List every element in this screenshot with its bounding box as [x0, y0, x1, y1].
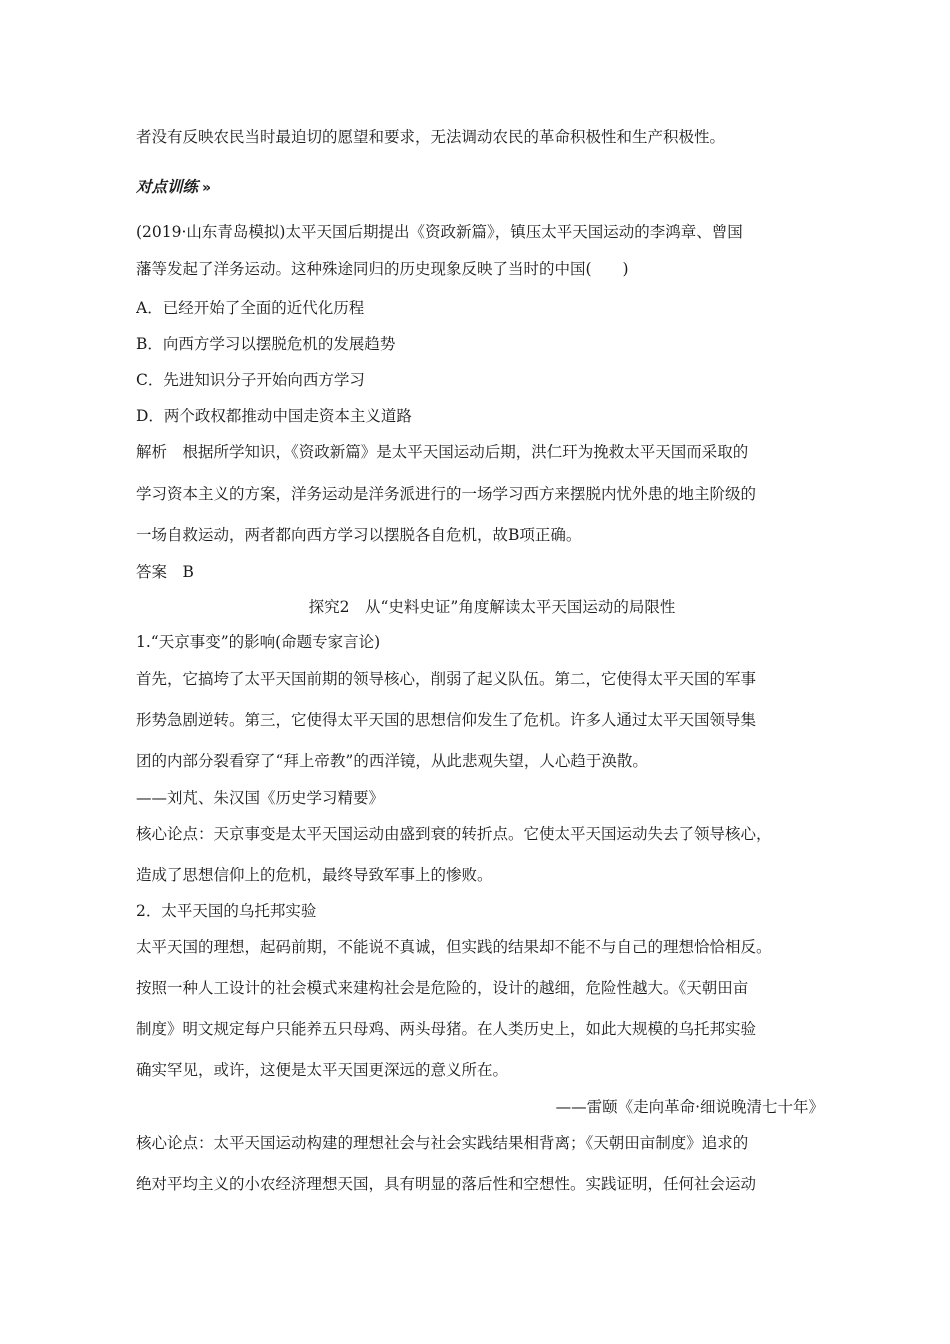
item1-body-line-3: 团的内部分裂看穿了“拜上帝教”的西洋镜，从此悲观失望，人心趋于涣散。	[136, 752, 648, 770]
practice-heading	[136, 176, 208, 199]
item2-heading: 2．太平天国的乌托邦实验	[136, 902, 317, 920]
answer-line: 答案 B	[136, 563, 194, 581]
item2-core-line-2: 绝对平均主义的小农经济理想天国，具有明显的落后性和空想性。实践证明，任何社会运动	[136, 1175, 757, 1193]
option-a: A．已经开始了全面的近代化历程	[136, 299, 365, 317]
item1-body-line-1: 首先，它搞垮了太平天国前期的领导核心，削弱了起义队伍。第二，它使得太平天国的军事	[136, 670, 757, 688]
analysis-line-3: 一场自救运动，两者都向西方学习以摆脱各自危机，故B项正确。	[136, 526, 582, 544]
item1-core-line-2: 造成了思想信仰上的危机，最终导致军事上的惨败。	[136, 866, 493, 884]
question-line-2: 藩等发起了洋务运动。这种殊途同归的历史现象反映了当时的中国( )	[136, 260, 629, 278]
item1-heading: 1.“天京事变”的影响(命题专家言论)	[136, 633, 381, 651]
option-b: B．向西方学习以摆脱危机的发展趋势	[136, 335, 396, 353]
intro-line: 者没有反映农民当时最迫切的愿望和要求，无法调动农民的革命积极性和生产积极性。	[136, 128, 726, 146]
option-d: D．两个政权都推动中国走资本主义道路	[136, 407, 412, 425]
item2-body-line-2: 按照一种人工设计的社会模式来建构社会是危险的，设计的越细，危险性越大。《天朝田亩	[136, 979, 749, 997]
question-line-1: (2019·山东青岛模拟)太平天国后期提出《资政新篇》，镇压太平天国运动的李鸿章、曾国	[136, 223, 743, 241]
item1-source: ——刘芃、朱汉国《历史学习精要》	[136, 789, 385, 807]
item2-body-line-1: 太平天国的理想，起码前期，不能说不真诚，但实践的结果却不能不与自己的理想恰恰相反。	[136, 938, 772, 956]
item2-source: ——雷颐《走向革命·细说晚清七十年》	[555, 1098, 824, 1116]
item2-body-line-4: 确实罕见，或许，这便是太平天国更深远的意义所在。	[136, 1061, 509, 1079]
item1-core-line-1: 核心论点：天京事变是太平天国运动由盛到衰的转折点。它使太平天国运动失去了领导核心，	[136, 825, 772, 843]
practice-heading-text: 对点训练	[136, 178, 199, 196]
item2-body-line-3: 制度》明文规定每户只能养五只母鸡、两头母猪。在人类历史上，如此大规模的乌托邦实验	[136, 1020, 757, 1038]
item2-core-line-1: 核心论点：太平天国运动构建的理想社会与社会实践结果相背离；《天朝田亩制度》追求的	[136, 1134, 749, 1152]
inquiry-title: 探究2 从“史料史证”角度解读太平天国运动的局限性	[308, 598, 676, 616]
analysis-line-2: 学习资本主义的方案，洋务运动是洋务派进行的一场学习西方来摆脱内忧外患的地主阶级的	[136, 485, 757, 503]
option-c: C．先进知识分子开始向西方学习	[136, 371, 365, 389]
analysis-line-1: 解析 根据所学知识，《资政新篇》是太平天国运动后期，洪仁玕为挽救太平天国而采取的	[136, 443, 749, 461]
double-chevron-icon: »	[202, 180, 209, 196]
item1-body-line-2: 形势急剧逆转。第三，它使得太平天国的思想信仰发生了危机。许多人通过太平天国领导集	[136, 711, 757, 729]
